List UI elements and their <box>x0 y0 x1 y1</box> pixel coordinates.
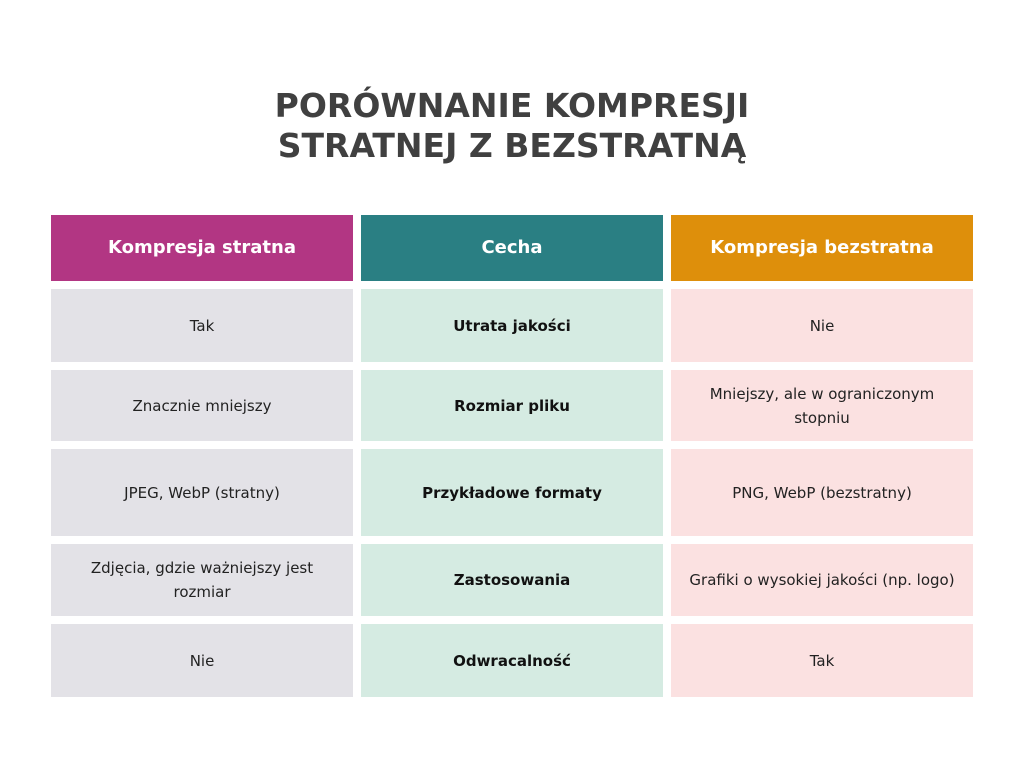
table-cell-lossless: Grafiki o wysokiej jakości (np. logo) <box>671 544 973 616</box>
page-title-line-2: STRATNEJ Z BEZSTRATNĄ <box>277 126 747 165</box>
table-cell-lossless: Tak <box>671 624 973 697</box>
page-title <box>0 86 1024 166</box>
table-cell-lossy: JPEG, WebP (stratny) <box>51 449 353 536</box>
table-cell-lossy: Tak <box>51 289 353 362</box>
table-cell-feature: Odwracalność <box>361 624 663 697</box>
header-lossless-compression: Kompresja bezstratna <box>671 215 973 281</box>
header-lossy-compression: Kompresja stratna <box>51 215 353 281</box>
table-cell-lossy: Nie <box>51 624 353 697</box>
header-feature: Cecha <box>361 215 663 281</box>
table-cell-lossy: Zdjęcia, gdzie ważniejszy jest rozmiar <box>51 544 353 616</box>
table-cell-feature: Przykładowe formaty <box>361 449 663 536</box>
table-cell-lossless: Nie <box>671 289 973 362</box>
table-cell-feature: Rozmiar pliku <box>361 370 663 441</box>
table-cell-lossless: Mniejszy, ale w ograniczonym stopniu <box>671 370 973 441</box>
page-title-line-1: PORÓWNANIE KOMPRESJI <box>274 86 750 125</box>
table-cell-feature: Utrata jakości <box>361 289 663 362</box>
table-cell-lossy: Znacznie mniejszy <box>51 370 353 441</box>
table-cell-lossless: PNG, WebP (bezstratny) <box>671 449 973 536</box>
table-cell-feature: Zastosowania <box>361 544 663 616</box>
